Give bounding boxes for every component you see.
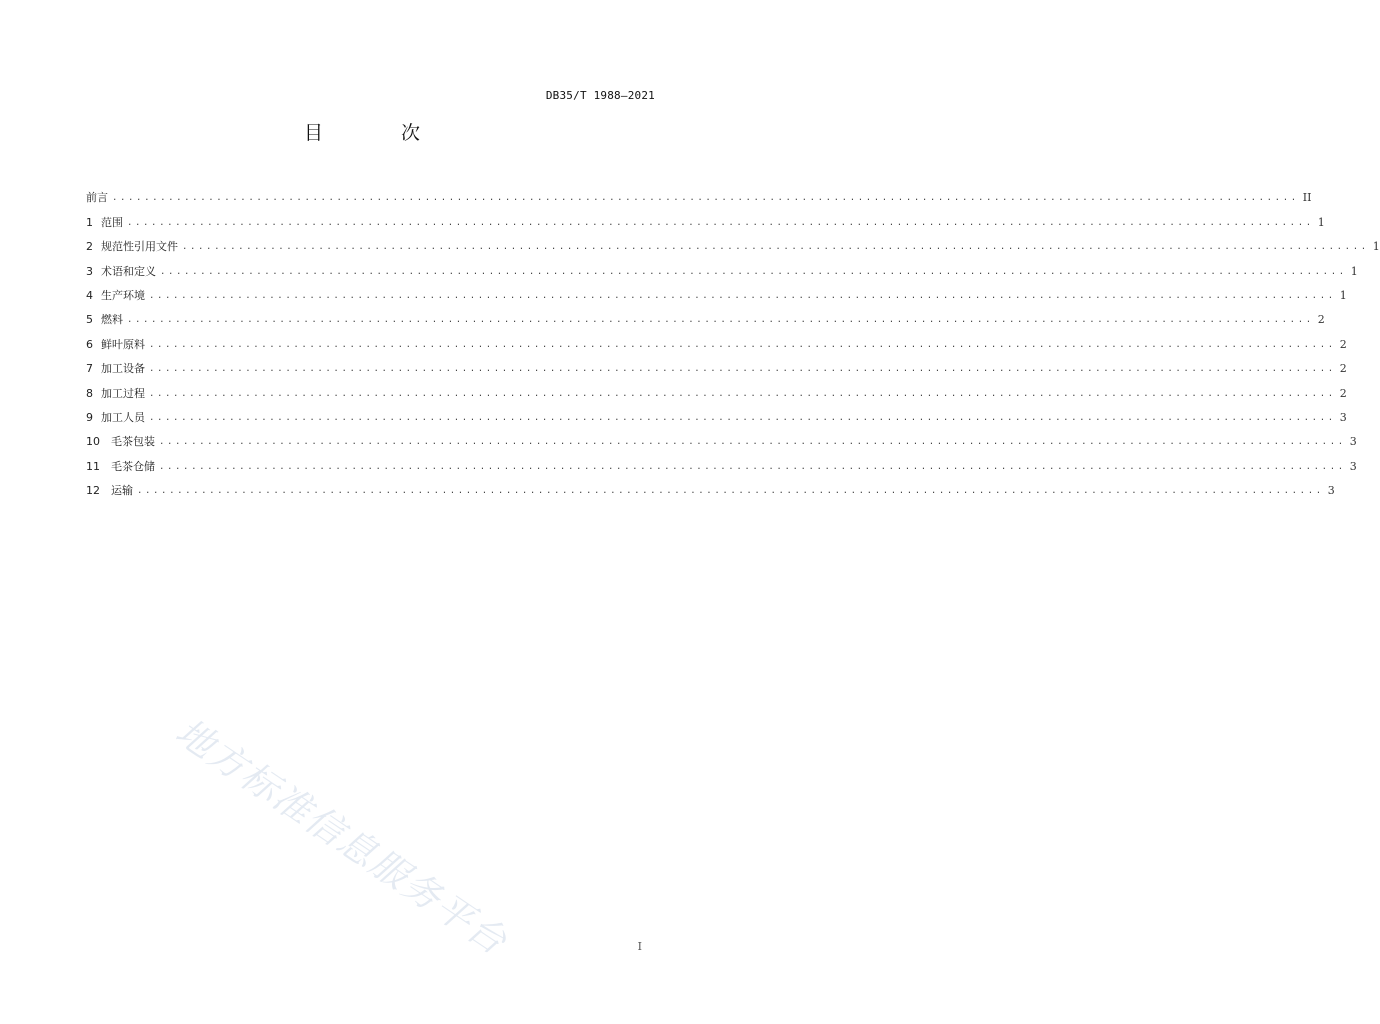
page-number: I (637, 940, 642, 953)
toc-entry-page: 1 (1350, 264, 1358, 278)
toc-entry-text: 前言 (86, 191, 108, 205)
toc-entry-text: 术语和定义 (101, 264, 156, 278)
dot-leader: .................................................................................................................................................... (149, 339, 1336, 350)
toc-entry-number: 3 (86, 264, 93, 278)
toc-entry-fresh-leaf[interactable] (86, 327, 1347, 351)
dot-leader: .................................................................................................................................................... (159, 461, 1346, 472)
toc-entry-number: 11 (86, 459, 100, 473)
toc-entry-number: 7 (86, 362, 93, 376)
toc-entry-terms-definitions[interactable] (86, 254, 1358, 278)
toc-entry-number: 9 (86, 410, 93, 424)
document-code: DB35/T 1988—2021 (545, 89, 655, 102)
toc-entry-text: 毛茶包装 (111, 435, 155, 449)
dot-leader: .................................................................................................................................................... (149, 364, 1336, 375)
dot-leader: .................................................................................................................................................... (149, 388, 1336, 399)
toc-entry-number: 12 (86, 484, 100, 498)
toc-entry-raw-tea-storage[interactable] (86, 449, 1357, 473)
toc-entry-production-environment[interactable] (86, 279, 1347, 303)
toc-entry-processing-process[interactable] (86, 376, 1347, 400)
toc-entry-number: 5 (86, 313, 93, 327)
toc-entry-scope[interactable] (86, 205, 1325, 229)
toc-entry-raw-tea-packaging[interactable] (86, 425, 1357, 449)
dot-leader: .................................................................................................................................................... (112, 193, 1299, 204)
toc-entry-text: 运输 (111, 484, 133, 498)
toc-entry-page: 1 (1372, 240, 1380, 254)
toc-entry-text: 毛茶仓储 (111, 459, 155, 473)
toc-entry-page: II (1302, 191, 1312, 205)
toc-entry-text: 范围 (101, 215, 123, 229)
toc-title: 目 次 (303, 122, 457, 144)
toc-entry-page: 3 (1349, 459, 1357, 473)
toc-entry-processing-equipment[interactable] (86, 352, 1347, 376)
toc-entry-number: 4 (86, 288, 93, 302)
toc-entry-page: 3 (1339, 410, 1347, 424)
toc-entry-number: 1 (86, 215, 93, 229)
toc-entry-page: 2 (1339, 337, 1347, 351)
dot-leader: .................................................................................................................................................... (127, 315, 1314, 326)
toc-entry-text: 加工人员 (101, 410, 145, 424)
toc-entry-number: 10 (86, 435, 100, 449)
toc-entry-page: 2 (1339, 386, 1347, 400)
toc-entry-number: 6 (86, 337, 93, 351)
toc-entry-page: 3 (1349, 435, 1357, 449)
toc-entry-text: 鲜叶原料 (101, 337, 145, 351)
toc-entry-page: 1 (1339, 288, 1347, 302)
dot-leader: .................................................................................................................................................... (182, 242, 1369, 253)
toc-entry-fuel[interactable] (86, 303, 1325, 327)
toc-entry-normative-references[interactable] (86, 230, 1380, 254)
dot-leader: .................................................................................................................................................... (159, 437, 1346, 448)
dot-leader: .................................................................................................................................................... (149, 412, 1336, 423)
toc-entry-text: 加工设备 (101, 362, 145, 376)
dot-leader: .................................................................................................................................................... (137, 486, 1324, 497)
toc-entry-number: 2 (86, 240, 93, 254)
dot-leader: .................................................................................................................................................... (149, 290, 1336, 301)
toc-entry-page: 3 (1327, 484, 1335, 498)
toc-entry-text: 加工过程 (101, 386, 145, 400)
toc-entry-text: 燃料 (101, 313, 123, 327)
table-of-contents (86, 181, 1380, 498)
dot-leader: .................................................................................................................................................... (160, 266, 1347, 277)
toc-entry-text: 规范性引用文件 (101, 240, 178, 254)
toc-entry-processing-personnel[interactable] (86, 401, 1347, 425)
watermark: 地方标准信息服务平台 (168, 710, 516, 964)
toc-entry-page: 1 (1317, 215, 1325, 229)
toc-entry-transport[interactable] (86, 474, 1335, 498)
dot-leader: .................................................................................................................................................... (127, 217, 1314, 228)
toc-entry-foreword[interactable] (86, 181, 1312, 205)
toc-entry-page: 2 (1339, 362, 1347, 376)
toc-entry-number: 8 (86, 386, 93, 400)
toc-entry-text: 生产环境 (101, 288, 145, 302)
toc-entry-page: 2 (1317, 313, 1325, 327)
